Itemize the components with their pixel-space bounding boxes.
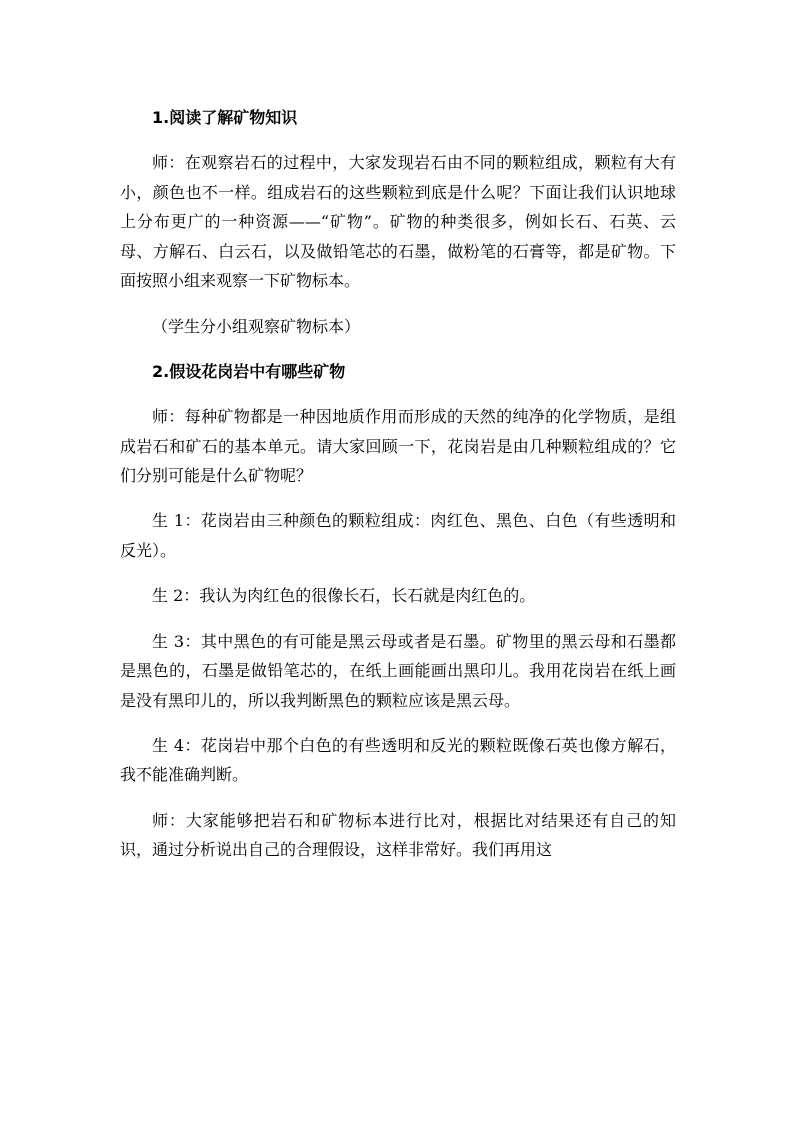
student-1-paragraph: 生 1：花岗岩由三种颜色的颗粒组成：肉红色、黑色、白色（有些透明和反光）。 [120, 511, 676, 560]
teacher-paragraph-question: 师：每种矿物都是一种因地质作用而形成的天然的纯净的化学物质，是组成岩石和矿石的基本单元。请大家回顾一下，花岗岩是由几种颗粒组成的？它们分别可能是什么矿物呢？ [120, 407, 676, 486]
document-body [120, 103, 676, 880]
teacher-paragraph-summary: 师：大家能够把岩石和矿物标本进行比对，根据比对结果还有自己的知识，通过分析说出自己的合理假设，这样非常好。我们再用这 [120, 810, 676, 860]
teacher-paragraph-intro: 师：在观察岩石的过程中，大家发现岩石由不同的颗粒组成，颗粒有大有小，颜色也不一样。组成岩石的这些颗粒到底是什么呢？下面让我们认识地球上分布更广的一种资源——“矿物”。矿物的种类很多，例如长石、石英、云母、方解石、白云石，以及做铅笔芯的石墨，做粉笔的石膏等，都是矿物。下面按照小组来观察一下矿物标本。 [120, 153, 676, 291]
section-heading-1: 1.阅读了解矿物知识 [152, 108, 298, 127]
student-2-paragraph: 生 2：我认为肉红色的很像长石，长石就是肉红色的。 [152, 586, 536, 606]
student-3-paragraph: 生 3：其中黑色的有可能是黑云母或者是石墨。矿物里的黑云母和石墨都是黑色的，石墨是做铅笔芯的，在纸上画能画出黑印儿。我用花岗岩在纸上画是没有黑印儿的，所以我判断黑色的颗粒应该是黑云母。 [120, 631, 676, 710]
section-heading-2: 2.假设花岗岩中有哪些矿物 [152, 361, 346, 381]
activity-note: （学生分小组观察矿物标本） [152, 316, 361, 336]
student-4-paragraph: 生 4：花岗岩中那个白色的有些透明和反光的颗粒既像石英也像方解石，我不能准确判断。 [120, 735, 676, 785]
